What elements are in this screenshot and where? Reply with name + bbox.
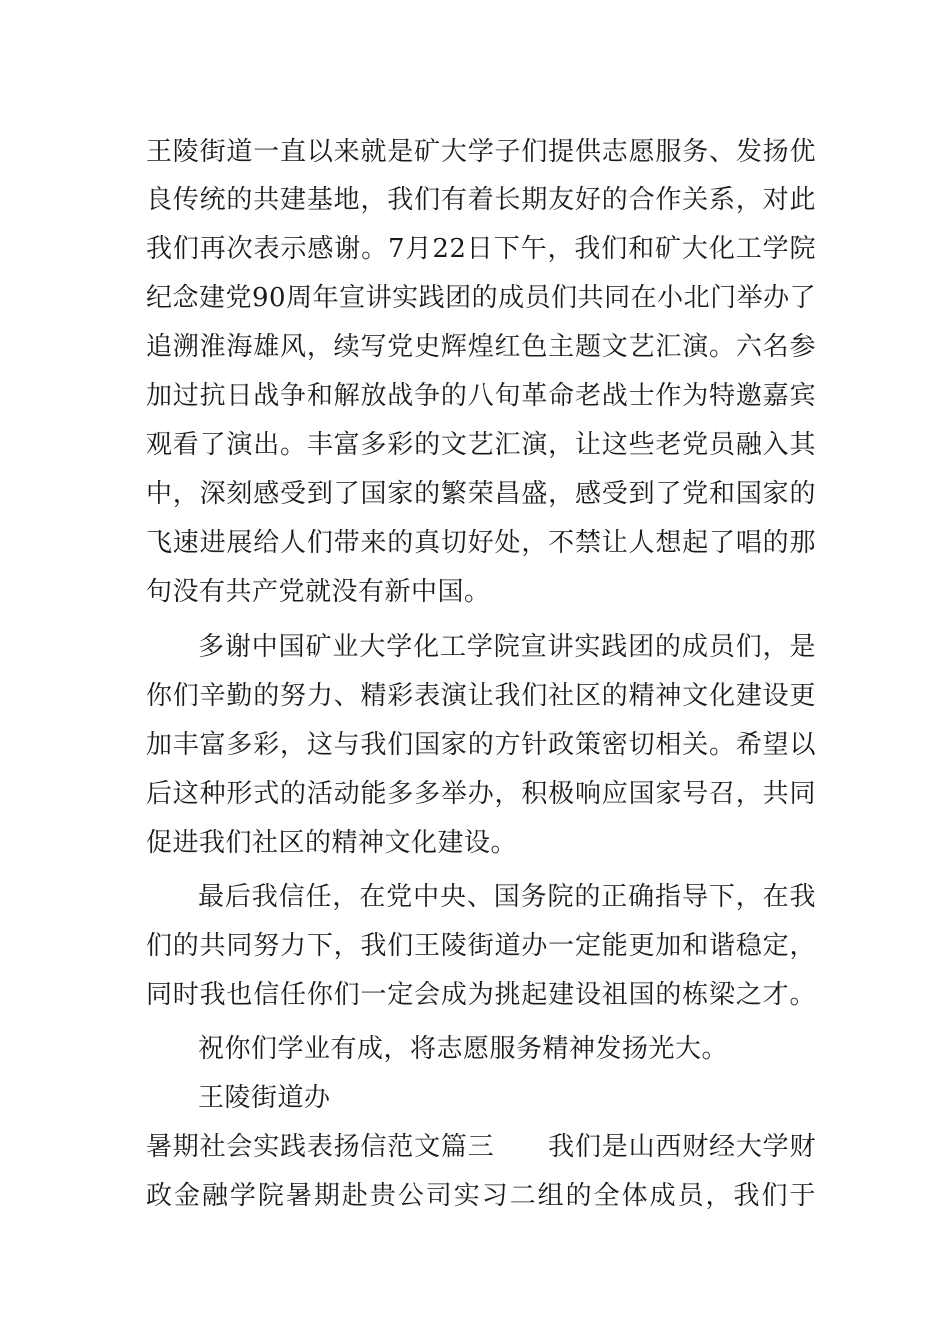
paragraph-3-line-3: 同时我也信任你们一定会成为挑起建设祖国的栋梁之才。 bbox=[146, 980, 816, 1010]
paragraph-2-line-4: 后这种形式的活动能多多举办，积极响应国家号召，共同 bbox=[146, 779, 816, 809]
paragraph-2-line-3: 加丰富多彩，这与我们国家的方针政策密切相关。希望以 bbox=[146, 730, 816, 760]
paragraph-1-line-4: 纪念建党90周年宣讲实践团的成员们共同在小北门举办了 bbox=[146, 283, 817, 313]
paragraph-1-line-9: 飞速进展给人们带来的真切好处，不禁让人想起了唱的那 bbox=[146, 528, 816, 558]
paragraph-2-line-2: 你们辛勤的努力、精彩表演让我们社区的精神文化建设更 bbox=[146, 681, 816, 711]
paragraph-3-line-2: 们的共同努力下，我们王陵街道办一定能更加和谐稳定， bbox=[146, 931, 816, 961]
paragraph-1-line-3: 我们再次表示感谢。7月22日下午，我们和矿大化工学院 bbox=[146, 234, 816, 264]
paragraph-1-line-8: 中，深刻感受到了国家的繁荣昌盛，感受到了党和国家的 bbox=[146, 479, 816, 509]
paragraph-4-line-1: 祝你们学业有成，将志愿服务精神发扬光大。 bbox=[198, 1034, 729, 1064]
paragraph-1-line-5: 追溯淮海雄风，续写党史辉煌红色主题文艺汇演。六名参 bbox=[146, 332, 816, 362]
paragraph-1-line-10: 句没有共产党就没有新中国。 bbox=[146, 577, 491, 607]
paragraph-1-line-6: 加过抗日战争和解放战争的八旬革命老战士作为特邀嘉宾 bbox=[146, 381, 816, 411]
paragraph-2-line-5: 促进我们社区的精神文化建设。 bbox=[146, 828, 518, 858]
paragraph-1-line-7: 观看了演出。丰富多彩的文艺汇演，让这些老党员融入其 bbox=[146, 430, 816, 460]
paragraph-2-line-1: 多谢中国矿业大学化工学院宣讲实践团的成员们，是 bbox=[198, 632, 816, 662]
paragraph-1-line-2: 良传统的共建基地，我们有着长期友好的合作关系，对此 bbox=[146, 185, 816, 215]
paragraph-3-line-1: 最后我信任，在党中央、国务院的正确指导下，在我 bbox=[198, 882, 816, 912]
paragraph-1-line-1: 王陵街道一直以来就是矿大学子们提供志愿服务、发扬优 bbox=[146, 137, 816, 167]
paragraph-6-line-1: 暑期社会实践表扬信范文篇三 我们是山西财经大学财 bbox=[146, 1132, 816, 1162]
signature-line: 王陵街道办 bbox=[198, 1083, 331, 1113]
paragraph-6-line-2: 政金融学院暑期赴贵公司实习二组的全体成员，我们于 bbox=[146, 1181, 816, 1211]
